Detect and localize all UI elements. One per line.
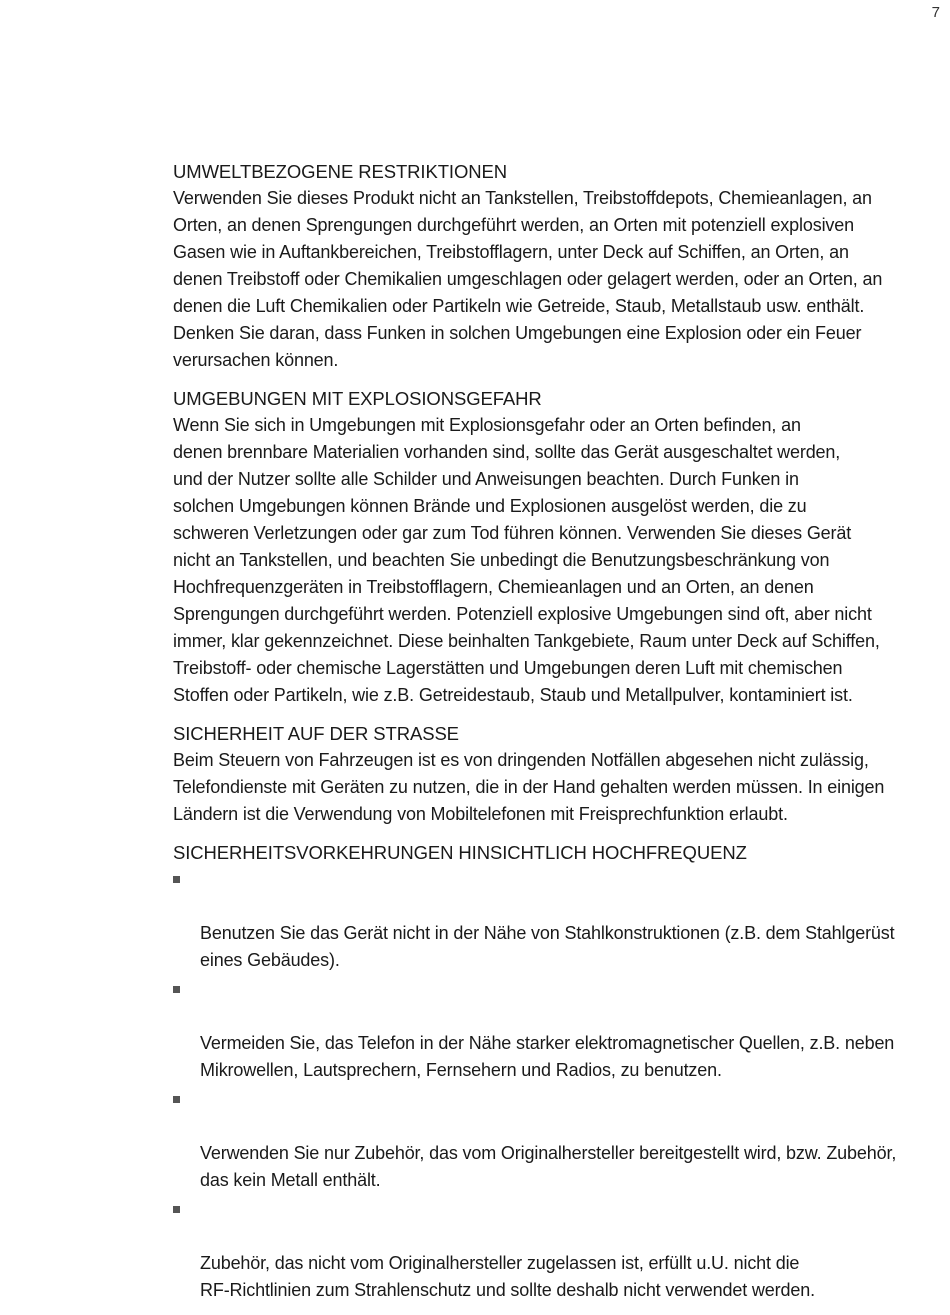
section-paragraph: Verwenden Sie dieses Produkt nicht an Tankstellen, Treibstoffdepots, Chemieanlagen, an Orten, an denen Sprengungen durchgeführt werden, an Orten mit potenziell explosiven Gasen wie in Auftankbereichen, Treibstofflagern, unter Deck auf Schiffen, an Orten, an denen Treibstoff oder Chemikalien umgeschlagen oder gelagert werden, oder an Orten, an denen die Luft Chemikalien oder Partikeln wie Getreide, Staub, Metallstaub usw. enthält. Denken Sie daran, dass Funken in solchen Umgebungen eine Explosion oder ein Feuer verursachen können. — [173, 188, 883, 370]
bullet-list — [173, 866, 925, 1304]
list-item — [173, 1196, 925, 1304]
list-item-text: Zubehör, das nicht vom Originalhersteller zugelassen ist, erfüllt u.U. nicht die RF-Richtlinien zum Strahlenschutz und sollte deshalb nicht verwendet werden. — [200, 1253, 815, 1300]
list-item-text: Benutzen Sie das Gerät nicht in der Nähe von Stahlkonstruktionen (z.B. dem Stahlgerüst eines Gebäudes). — [200, 923, 895, 970]
list-item-text: Vermeiden Sie, das Telefon in der Nähe starker elektromagnetischer Quellen, z.B. neben Mikrowellen, Lautsprechern, Fernsehern und Radios, zu benutzen. — [200, 1033, 895, 1080]
section-heading: UMWELTBEZOGENE RESTRIKTIONEN — [173, 161, 507, 182]
section-heading: SICHERHEIT AUF DER STRASSE — [173, 723, 459, 744]
list-item-text: Verwenden Sie nur Zubehör, das vom Originalhersteller bereitgestellt wird, bzw. Zubehör, das kein Metall enthält. — [200, 1143, 897, 1190]
square-bullet-icon — [173, 1096, 180, 1103]
section-environmental-restrictions — [173, 158, 925, 374]
square-bullet-icon — [173, 1206, 180, 1213]
section-heading: SICHERHEITSVORKEHRUNGEN HINSICHTLICH HOCHFREQUENZ — [173, 842, 747, 863]
list-item — [173, 976, 925, 1084]
section-rf-precautions — [173, 839, 925, 1304]
list-item — [173, 1086, 925, 1194]
section-road-safety — [173, 720, 925, 828]
section-explosion-hazard — [173, 385, 925, 709]
list-item — [173, 866, 925, 974]
square-bullet-icon — [173, 876, 180, 883]
section-heading: UMGEBUNGEN MIT EXPLOSIONSGEFAHR — [173, 388, 542, 409]
page-number: 7 — [931, 4, 940, 21]
section-paragraph: Beim Steuern von Fahrzeugen ist es von dringenden Notfällen abgesehen nicht zulässig, Telefondienste mit Geräten zu nutzen, die in der Hand gehalten werden müssen. In einigen Ländern ist die Verwendung von Mobiltelefonen mit Freisprechfunktion erlaubt. — [173, 750, 885, 824]
document-body — [173, 158, 925, 1315]
square-bullet-icon — [173, 986, 180, 993]
section-paragraph: Wenn Sie sich in Umgebungen mit Explosionsgefahr oder an Orten befinden, an denen brennbare Materialien vorhanden sind, sollte das Gerät ausgeschaltet werden, und der Nutzer sollte alle Schilder und Anweisungen beachten. Durch Funken in solchen Umgebungen können Brände und Explosionen ausgelöst werden, die zu schweren Verletzungen oder gar zum Tod führen können. Verwenden Sie dieses Gerät nicht an Tankstellen, und beachten Sie unbedingt die Benutzungsbeschränkung von Hochfrequenzgeräten in Treibstofflagern, Chemieanlagen und an Orten, an denen Sprengungen durchgeführt werden. Potenziell explosive Umgebungen sind oft, aber nicht immer, klar gekennzeichnet. Diese beinhalten Tankgebiete, Raum unter Deck auf Schiffen, Treibstoff- oder chemische Lagerstätten und Umgebungen deren Luft mit chemischen Stoffen oder Partikeln, wie z.B. Getreidestaub, Staub und Metallpulver, kontaminiert ist. — [173, 415, 880, 705]
